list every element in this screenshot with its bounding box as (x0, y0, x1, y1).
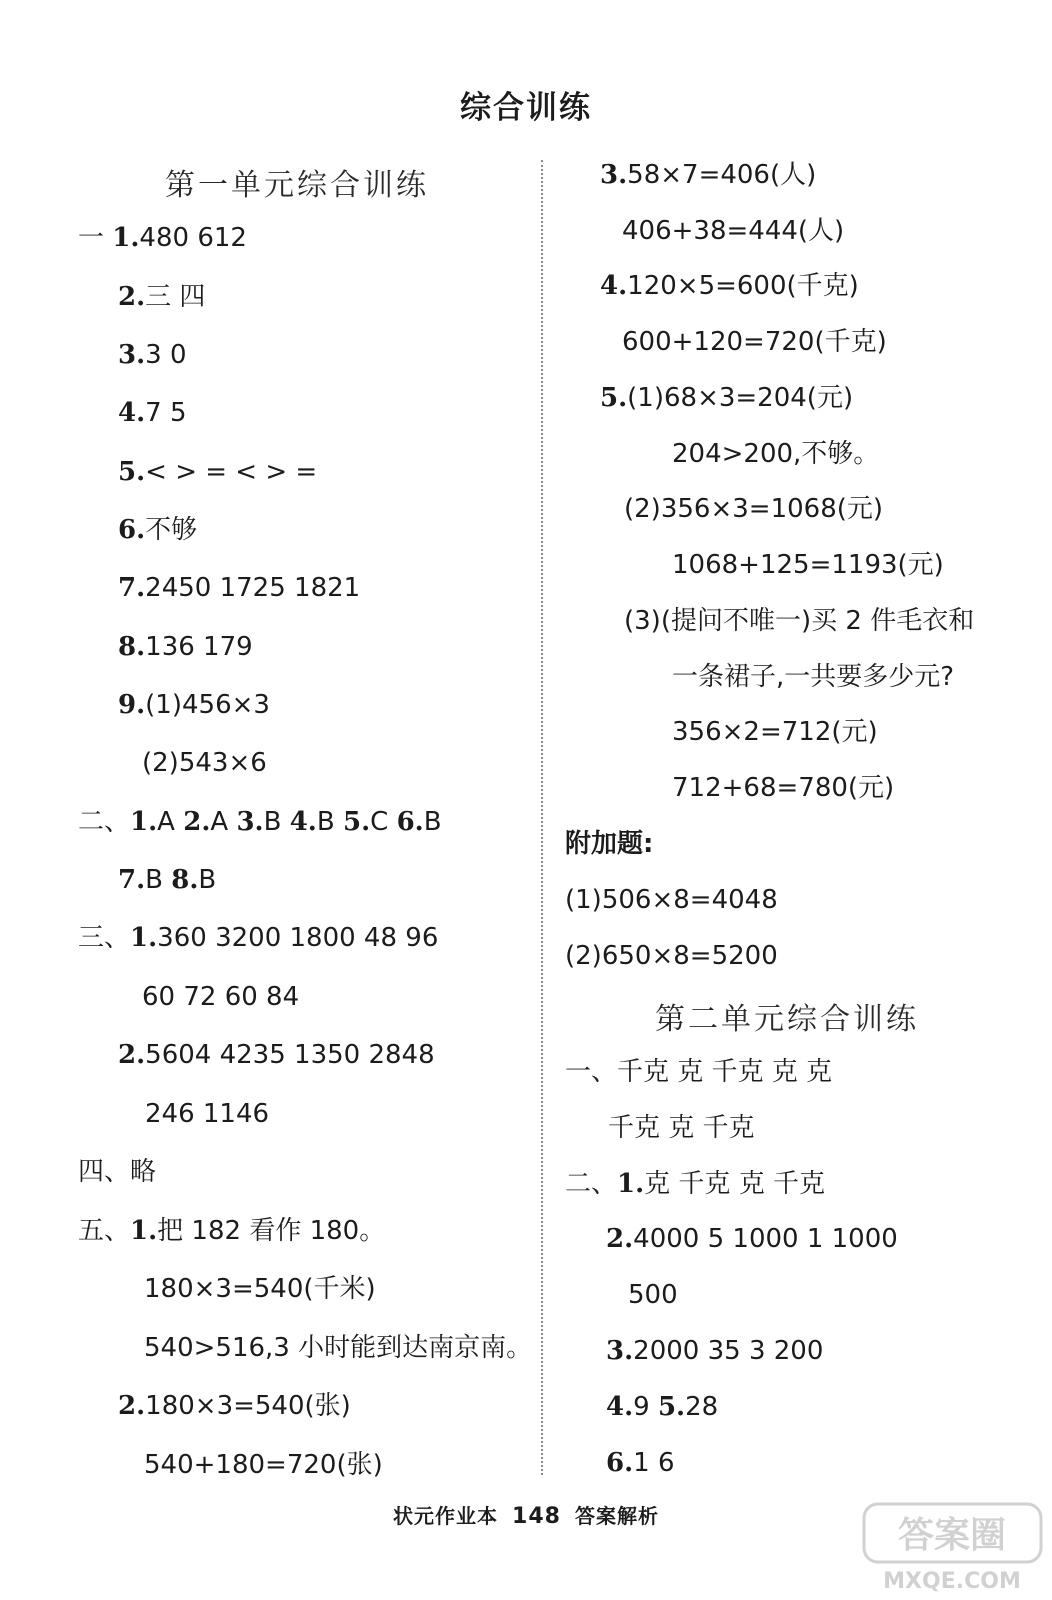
answer-line: 2.5604 4235 1350 2848 (118, 1040, 435, 1070)
answer-line: 二、1.克 千克 克 千克 (565, 1169, 825, 1199)
answer-line: 204>200,不够。 (672, 439, 880, 469)
answer-line: 2.180×3=540(张) (118, 1391, 351, 1421)
page-title: 综合训练 (460, 90, 592, 126)
answer-line: 一条裙子,一共要多少元? (672, 662, 955, 692)
answer-line: 60 72 60 84 (142, 982, 300, 1012)
answer-line: 4.120×5=600(千克) (600, 271, 859, 301)
answer-line: 540>516,3 小时能到达南京南。 (144, 1333, 533, 1363)
answer-line: 3.58×7=406(人) (600, 160, 817, 190)
answer-line: 四、略 (78, 1157, 157, 1187)
answer-line: 一、千克 克 千克 克 克 (565, 1057, 833, 1087)
answer-line: 6.1 6 (606, 1448, 675, 1478)
footer-book-name: 状元作业本 (393, 1504, 499, 1528)
answer-line: 2.三 四 (118, 282, 206, 312)
answer-line: 2.4000 5 1000 1 1000 (606, 1224, 898, 1254)
answer-line: 五、1.把 182 看作 180。 (78, 1216, 386, 1246)
column-divider (541, 160, 543, 1475)
answer-line: 二、1.A 2.A 3.B 4.B 5.C 6.B (78, 807, 442, 837)
answer-line: 一 1.480 612 (78, 223, 247, 253)
answer-line: 9.(1)456×3 (118, 690, 270, 720)
bonus-heading: 附加题: (565, 829, 654, 859)
answer-line: 8.136 179 (118, 632, 253, 662)
answer-line: (3)(提问不唯一)买 2 件毛衣和 (624, 606, 975, 636)
answer-line: 4.7 5 (118, 398, 187, 428)
answer-line: 1068+125=1193(元) (672, 550, 944, 580)
watermark-bottom-text: MXQE.COM (883, 1569, 1021, 1594)
answer-line: 6.不够 (118, 515, 198, 545)
answer-line: 246 1146 (145, 1099, 270, 1129)
answer-line: (2)543×6 (142, 748, 267, 778)
answer-line: (2)650×8=5200 (565, 941, 778, 971)
watermark-top-text: 答案圈 (897, 1515, 1007, 1556)
answer-line: 三、1.360 3200 1800 48 96 (78, 923, 439, 953)
answer-line: 500 (628, 1280, 678, 1310)
answer-line: 712+68=780(元) (672, 773, 895, 803)
unit2-heading: 第二单元综合训练 (655, 1002, 919, 1037)
answer-line: 600+120=720(千克) (622, 327, 887, 357)
footer-section: 答案解析 (574, 1504, 659, 1528)
answer-line: (1)506×8=4048 (565, 885, 778, 915)
answer-line: 5.< > = < > = (118, 457, 318, 487)
answer-line: 4.9 5.28 (606, 1392, 719, 1422)
answer-line: 千克 克 千克 (608, 1113, 755, 1143)
answer-line: 180×3=540(千米) (144, 1274, 376, 1304)
answer-line: 406+38=444(人) (622, 216, 845, 246)
answer-line: (2)356×3=1068(元) (624, 494, 884, 524)
answer-line: 3.2000 35 3 200 (606, 1336, 824, 1366)
answer-line: 7.2450 1725 1821 (118, 573, 361, 603)
answer-line: 540+180=720(张) (144, 1450, 383, 1480)
unit1-heading: 第一单元综合训练 (165, 168, 429, 203)
answer-line: 356×2=712(元) (672, 717, 878, 747)
answer-line: 7.B 8.B (118, 865, 217, 895)
page-number: 148 (512, 1504, 561, 1529)
watermark-logo (860, 1500, 1045, 1595)
answer-line: 3.3 0 (118, 340, 187, 370)
answer-line: 5.(1)68×3=204(元) (600, 383, 854, 413)
